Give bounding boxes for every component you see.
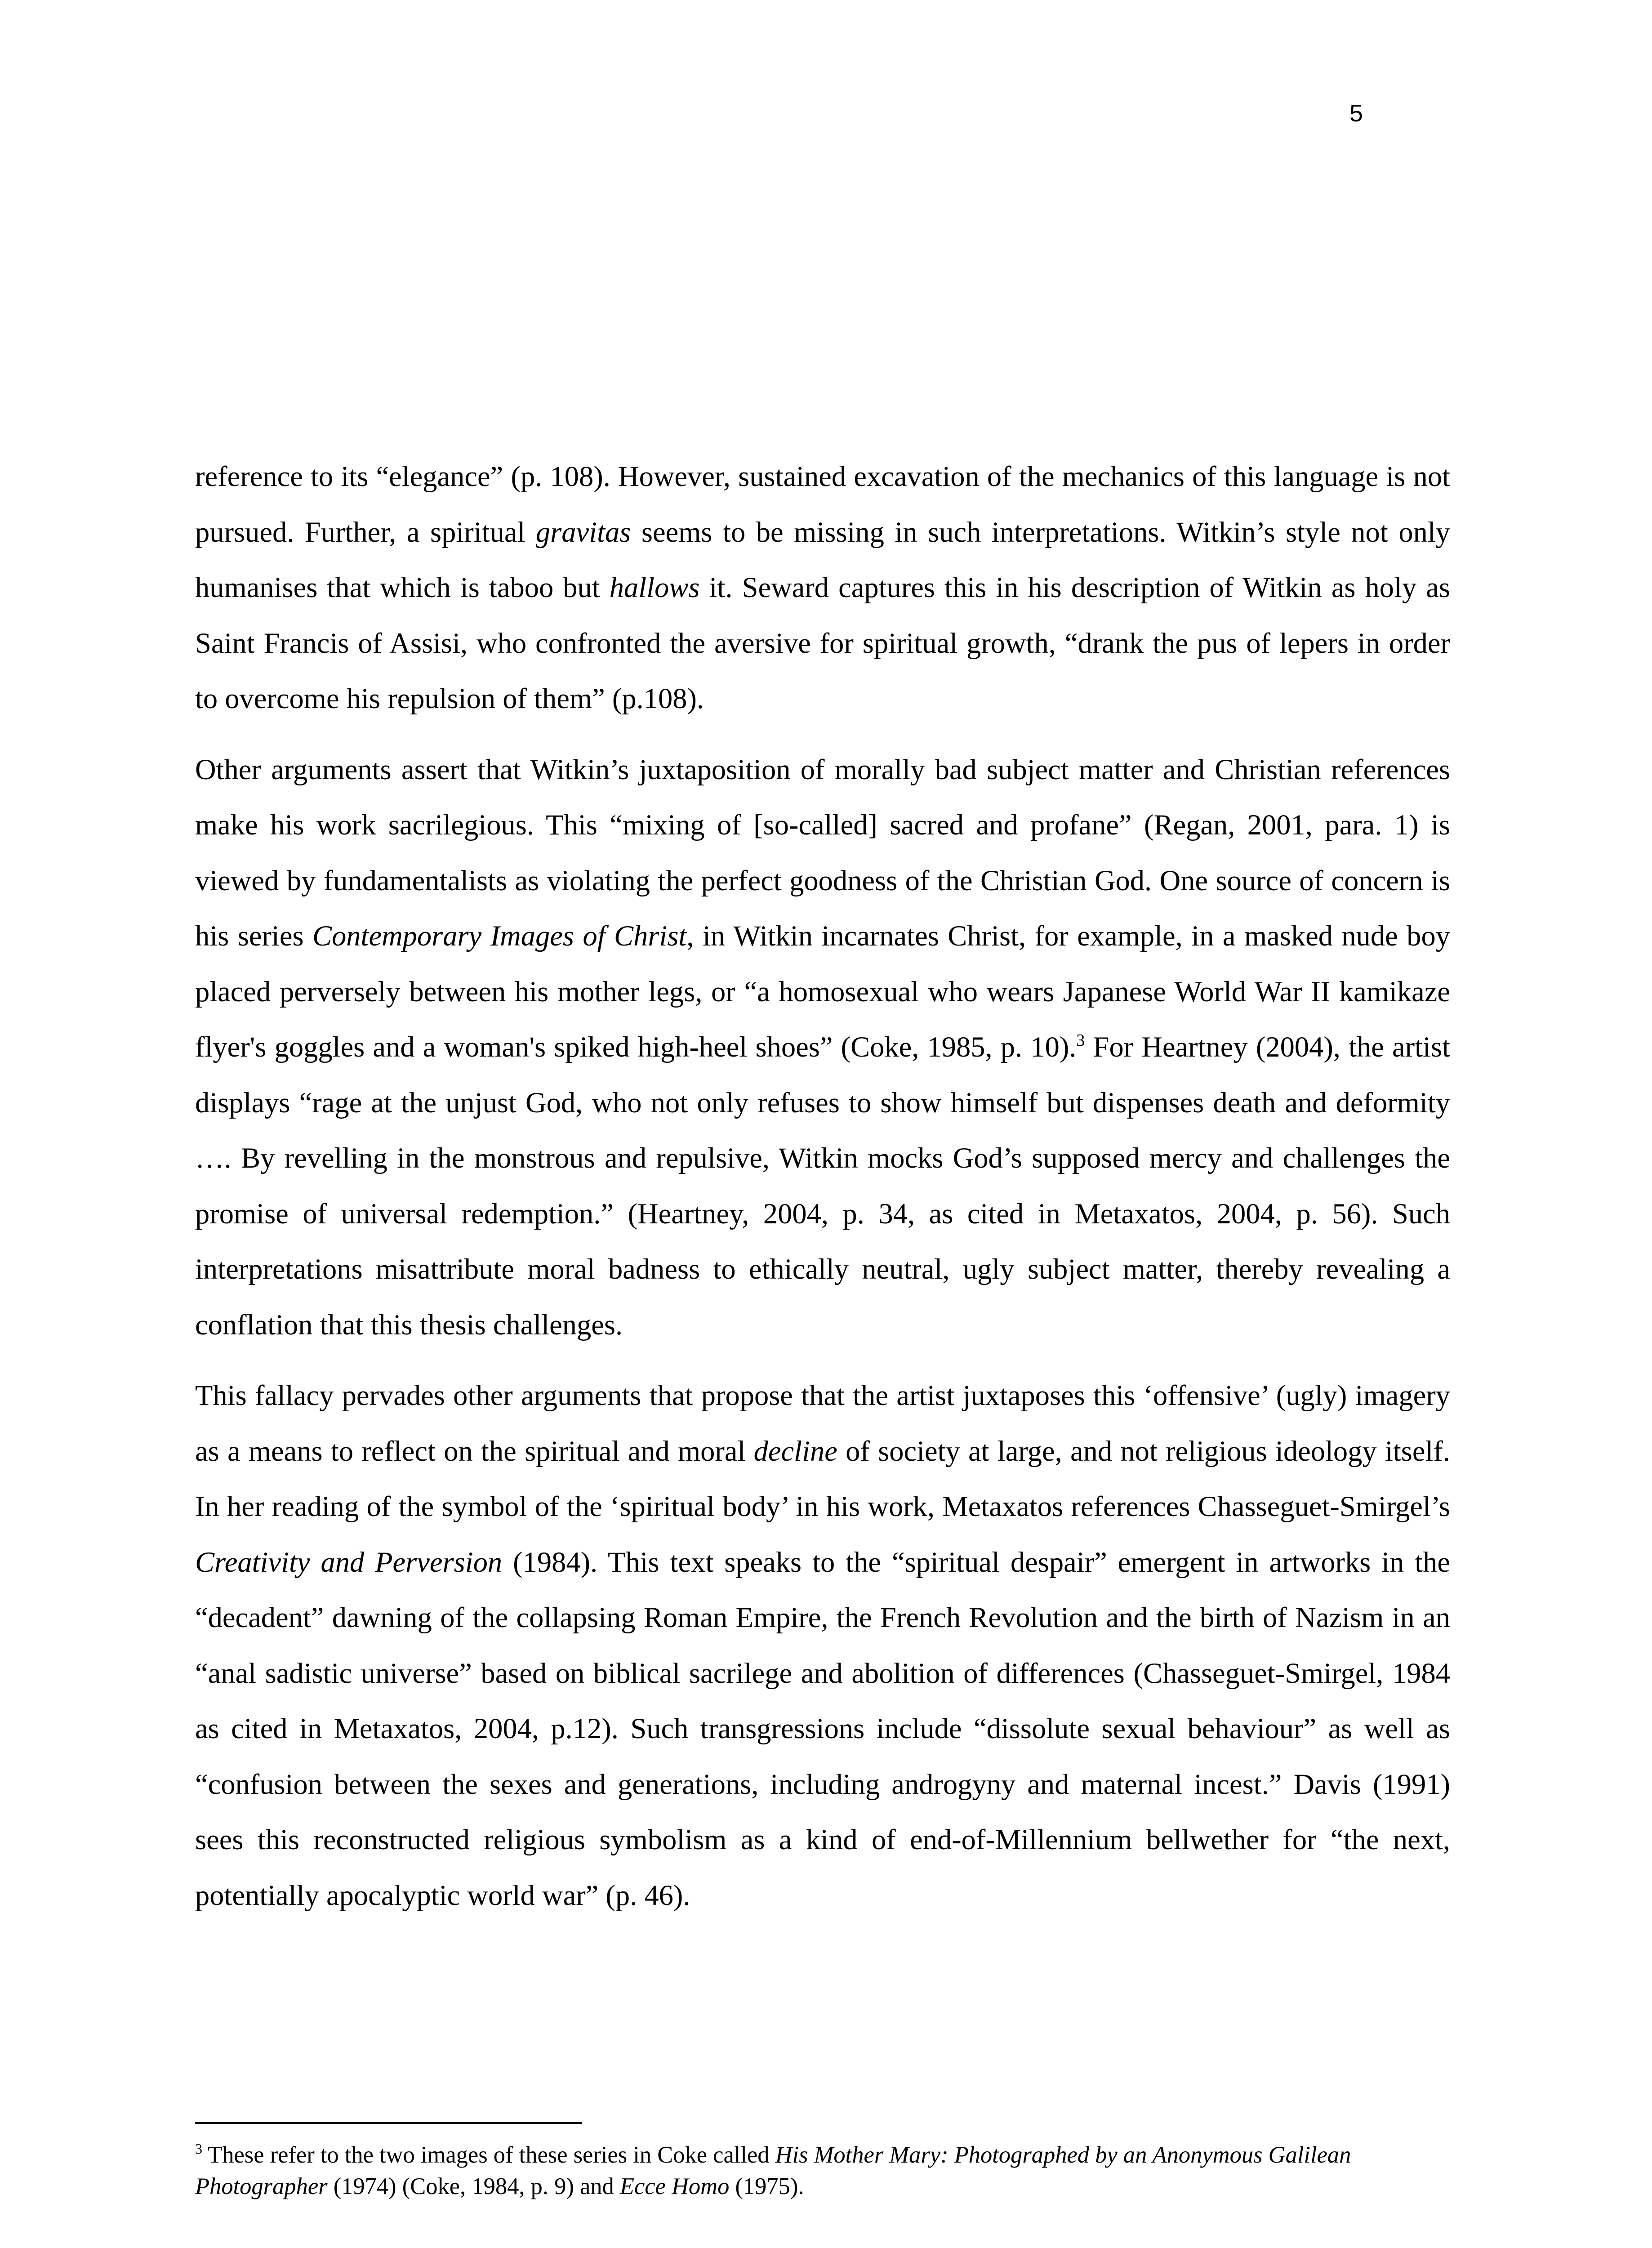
- text-run: These refer to the two images of these series in Coke called: [202, 2142, 775, 2168]
- italic-text: hallows: [609, 571, 700, 603]
- text-run: of society at large, and not religious ideology itself. In her reading of the symbol of the ‘spiritual body’ in his work, Metaxatos references Chasseguet-Smirgel’s: [195, 1435, 1450, 1522]
- text-run: (1974) (Coke, 1984, p. 9) and: [327, 2173, 620, 2199]
- italic-text: Contemporary Images of Christ: [312, 920, 687, 952]
- italic-text: decline: [753, 1435, 837, 1467]
- italic-text: His Mother Mary: Photographed by an Anonymous Galilean Photographer: [195, 2142, 1351, 2199]
- footnote-reference: 3: [195, 2141, 202, 2157]
- text-run: , in Witkin incarnates Christ, for example, in a masked nude boy placed perversely between his mother legs, or “a homosexual who wears Japanese World War II kamikaze flyer's goggles and a woman's spiked high-heel shoes” (Coke, 1985, p. 10).: [195, 920, 1450, 1063]
- text-run: it. Seward captures this in his description of Witkin as holy as Saint Francis of Assisi, who confronted the aversive for spiritual growth, “drank the pus of lepers in order to overcome his repulsion of them” (p.108).: [195, 571, 1450, 714]
- footnote-reference: 3: [1076, 1031, 1085, 1050]
- footnote-separator: [195, 2122, 582, 2124]
- paragraph: [195, 742, 1450, 1353]
- text-run: For Heartney (2004), the artist displays “rage at the unjust God, who not only refuses to show himself but dispenses death and deformity …. By revelling in the monstrous and repulsive, Witkin mocks God’s supposed mercy and challenges the promise of universal redemption.” (Heartney, 2004, p. 34, as cited in Metaxatos, 2004, p. 56). Such interpretations misattribute moral badness to ethically neutral, ugly subject matter, thereby revealing a conflation that this thesis challenges.: [195, 1031, 1450, 1341]
- paragraph: [195, 1368, 1450, 1923]
- text-run: This fallacy pervades other arguments that propose that the artist juxtaposes this ‘offensive’ (ugly) imagery as a means to reflect on the spiritual and moral: [195, 1379, 1450, 1467]
- text-run: reference to its “elegance” (p. 108). However, sustained excavation of the mechanics of this language is not pursued. Further, a spiritual: [195, 460, 1450, 548]
- text-run: (1975).: [729, 2173, 804, 2199]
- page-number: 5: [1349, 100, 1363, 127]
- paragraph: [195, 449, 1450, 727]
- italic-text: Ecce Homo: [619, 2173, 730, 2199]
- footnote: [195, 2139, 1450, 2202]
- text-run: Other arguments assert that Witkin’s juxtaposition of morally bad subject matter and Christian references make his work sacrilegious. This “mixing of [so-called] sacred and profane” (Regan, 2001, para. 1) is viewed by fundamentalists as violating the perfect goodness of the Christian God. One source of concern is his series: [195, 753, 1450, 952]
- text-run: (1984). This text speaks to the “spiritual despair” emergent in artworks in the “decadent” dawning of the collapsing Roman Empire, the French Revolution and the birth of Nazism in an “anal sadistic universe” based on biblical sacrilege and abolition of differences (Chasseguet-Smirgel, 1984 as cited in Metaxatos, 2004, p.12). Such transgressions include “dissolute sexual behaviour” as well as “confusion between the sexes and generations, including androgyny and maternal incest.” Davis (1991) sees this reconstructed religious symbolism as a kind of end-of-Millennium bellwether for “the next, potentially apocalyptic world war” (p. 46).: [195, 1546, 1450, 1911]
- italic-text: gravitas: [535, 516, 631, 548]
- text-run: seems to be missing in such interpretations. Witkin’s style not only humanises that which is taboo but: [195, 516, 1451, 603]
- italic-text: Creativity and Perversion: [195, 1546, 503, 1578]
- body-text: [195, 449, 1450, 1938]
